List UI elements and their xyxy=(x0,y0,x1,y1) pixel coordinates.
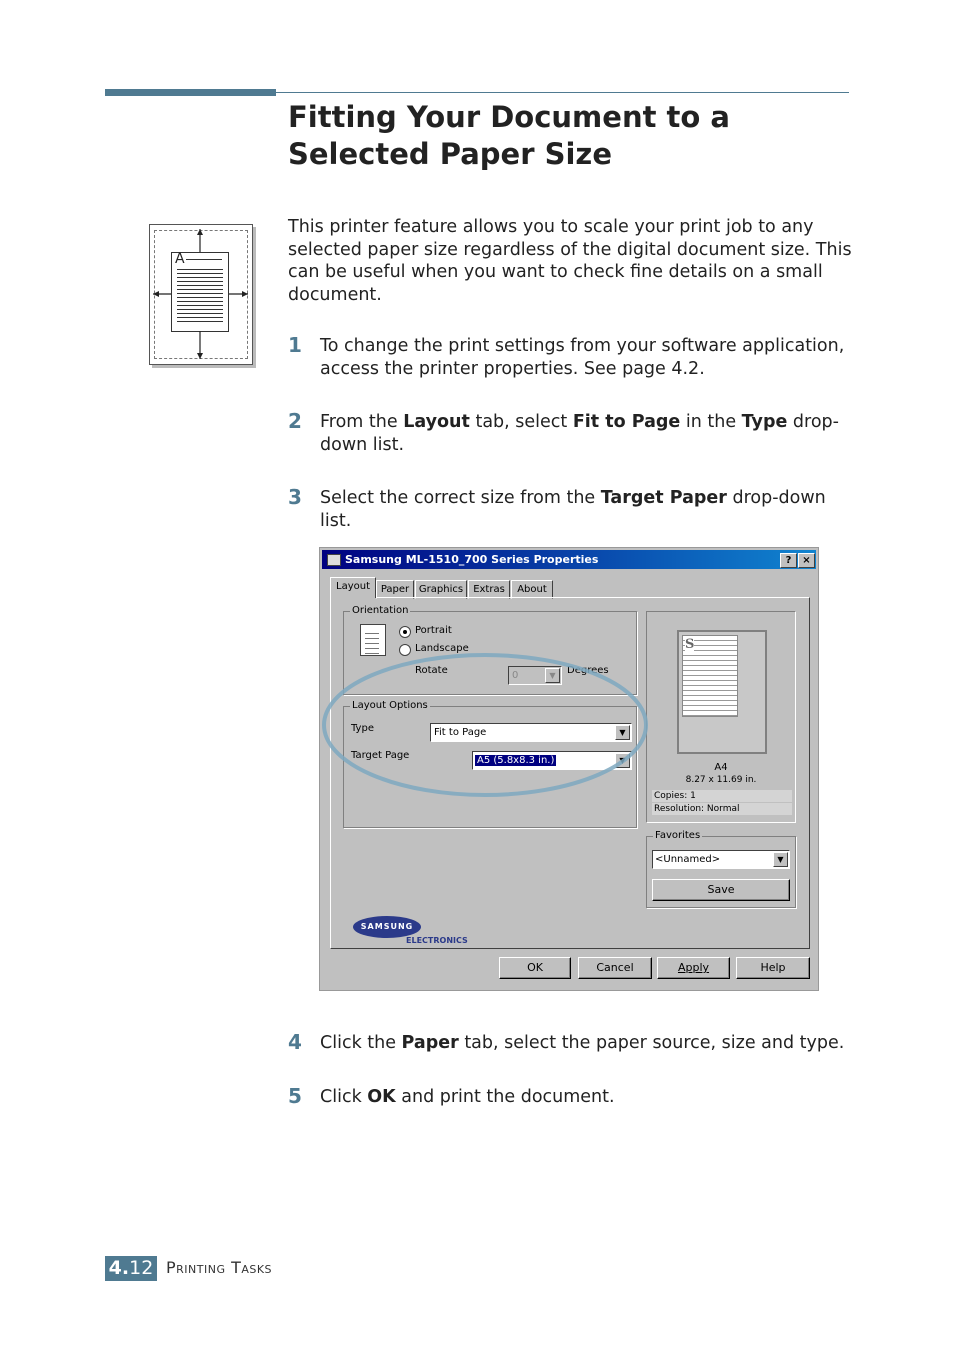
icon-letter: A xyxy=(175,251,185,267)
paper-dimensions: 8.27 x 11.69 in. xyxy=(685,775,757,785)
tab-layout[interactable]: Layout xyxy=(330,577,376,598)
paper-name: A4 xyxy=(714,762,728,773)
orientation-group xyxy=(343,605,637,695)
step-number: 1 xyxy=(288,333,302,357)
portrait-radio[interactable] xyxy=(399,626,411,638)
help-title-button[interactable]: ? xyxy=(780,553,797,568)
tab-extras[interactable]: Extras xyxy=(468,580,510,599)
layout-options-label: Layout Options xyxy=(352,700,428,711)
step-1-text: To change the print settings from your software application, access the printer properties. See page 4.2. xyxy=(320,336,845,379)
intro-paragraph: This printer feature allows you to scale your print job to any selected paper size regardless of the digital document size. This can be useful when you want to check fine details on a small document. xyxy=(288,217,852,305)
dialog-title-bar xyxy=(322,550,816,569)
fit-to-page-icon xyxy=(149,224,253,365)
dialog-title: Samsung ML-1510_700 Series Properties xyxy=(345,553,599,566)
step-2-text: From the Layout tab, select Fit to Page in the Type drop-down list. xyxy=(320,412,839,455)
title-rule-thick xyxy=(105,89,276,96)
ok-button[interactable]: OK xyxy=(499,957,571,979)
step-3-text: Select the correct size from the Target Paper drop-down list. xyxy=(320,488,826,531)
title-rule-thin xyxy=(276,92,849,93)
step-number: 5 xyxy=(288,1084,302,1108)
chevron-down-icon: ▼ xyxy=(773,852,788,867)
rotate-label: Rotate xyxy=(415,665,448,676)
rotate-select[interactable]: 0 ▼ xyxy=(508,666,562,685)
paper-preview xyxy=(677,630,767,754)
tab-paper[interactable]: Paper xyxy=(376,580,414,599)
close-title-button[interactable]: × xyxy=(798,553,815,568)
resolution-info: Resolution: Normal xyxy=(652,803,792,815)
landscape-label: Landscape xyxy=(415,643,469,654)
type-select[interactable]: Fit to Page ▼ xyxy=(430,723,632,742)
chevron-down-icon: ▼ xyxy=(545,668,560,683)
apply-button[interactable]: Apply xyxy=(657,957,730,979)
target-page-select[interactable]: A5 (5.8x8.3 in.) ▼ xyxy=(472,751,632,770)
tab-about[interactable]: About xyxy=(511,580,553,599)
type-label: Type xyxy=(351,723,374,734)
degrees-label: Degrees xyxy=(567,665,609,676)
portrait-label: Portrait xyxy=(415,625,452,636)
footer-section: Printing Tasks xyxy=(166,1258,273,1277)
samsung-electronics-label: ELECTRONICS xyxy=(406,936,468,945)
orientation-label: Orientation xyxy=(352,605,409,616)
arrows-icon xyxy=(150,225,252,364)
step-5-text: Click OK and print the document. xyxy=(320,1087,615,1107)
page-orientation-icon xyxy=(360,624,386,656)
cancel-button[interactable]: Cancel xyxy=(578,957,652,979)
document-preview xyxy=(682,635,738,717)
tab-graphics[interactable]: Graphics xyxy=(415,580,467,599)
landscape-radio[interactable] xyxy=(399,644,411,656)
s-logo-icon: S xyxy=(685,637,695,652)
favorites-select[interactable]: <Unnamed> ▼ xyxy=(652,850,790,869)
page-number-badge: 4.12 xyxy=(105,1256,157,1281)
layout-options-group xyxy=(343,700,637,828)
save-button[interactable]: Save xyxy=(652,879,790,901)
step-4-text: Click the Paper tab, select the paper source, size and type. xyxy=(320,1033,845,1053)
favorites-label: Favorites xyxy=(655,830,701,841)
layout-panel xyxy=(330,597,810,949)
page-title: Fitting Your Document to a Selected Paper Size xyxy=(288,100,730,171)
target-page-label: Target Page xyxy=(351,750,410,761)
step-number: 4 xyxy=(288,1030,302,1054)
chevron-down-icon: ▼ xyxy=(615,753,630,768)
help-button[interactable]: Help xyxy=(736,957,810,979)
favorites-group xyxy=(646,830,796,908)
printer-icon xyxy=(327,554,341,566)
step-number: 3 xyxy=(288,485,302,509)
step-number: 2 xyxy=(288,409,302,433)
samsung-logo: SAMSUNG xyxy=(353,916,421,938)
preview-area xyxy=(646,611,796,823)
chevron-down-icon: ▼ xyxy=(615,725,630,740)
copies-info: Copies: 1 xyxy=(652,790,792,802)
printer-properties-dialog xyxy=(319,547,819,991)
